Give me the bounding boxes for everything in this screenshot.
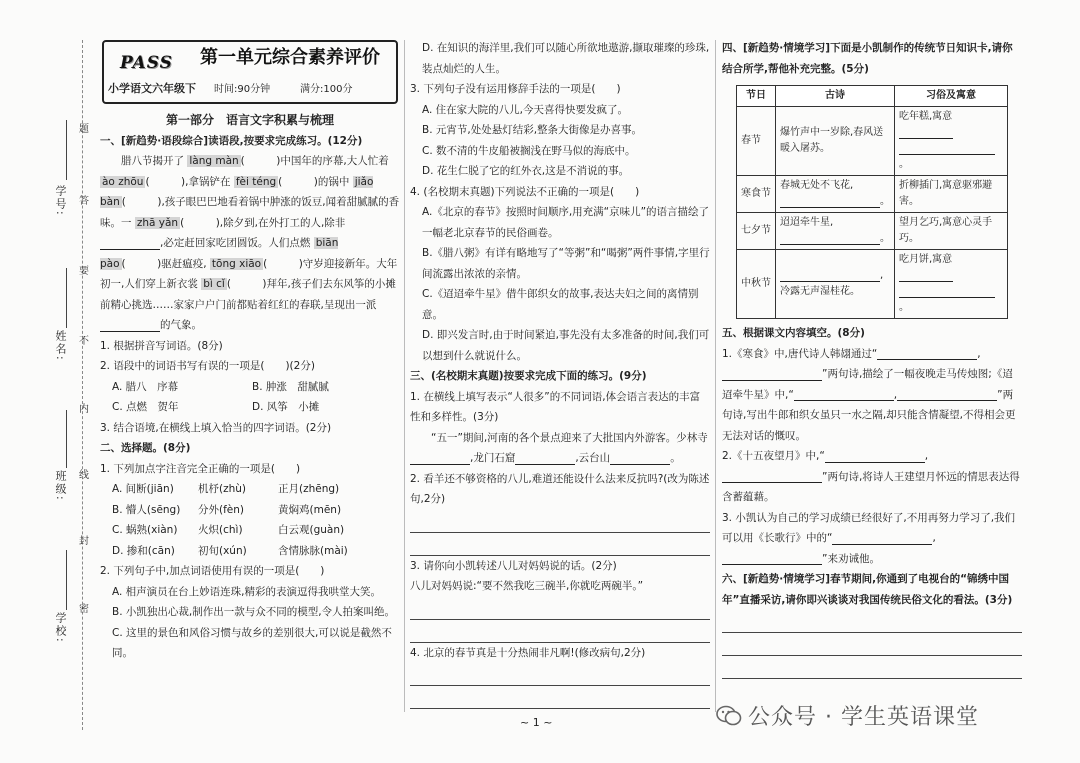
part-title: 第一部分 语言文字积累与梳理 — [165, 113, 334, 127]
option[interactable]: C. 点燃 贺年 — [112, 401, 179, 413]
time-label: 时间:90分钟 — [214, 84, 271, 95]
table-header: 古诗 — [776, 86, 895, 107]
binding-margin — [0, 0, 100, 763]
option[interactable]: C. 这里的景色和风俗习惯与故乡的差别很大,可以说是截然不同。 — [112, 626, 392, 659]
option[interactable]: D. 即兴发言时,由于时间紧迫,事先没有太多准备的时间,我们可以想到什么就说什么。 — [422, 329, 710, 362]
option[interactable]: D. 在知识的海洋里,我们可以随心所欲地遨游,撷取璀璨的珍珠,装点灿烂的人生。 — [422, 42, 710, 75]
quote-text: 八儿对妈妈说:“要不然我吃三碗半,你就吃两碗半。” — [410, 580, 644, 592]
answer-blank[interactable] — [515, 452, 575, 465]
answer-line[interactable] — [410, 533, 710, 556]
answer-blank[interactable] — [897, 388, 997, 401]
table-header: 节日 — [737, 86, 776, 107]
exam-title: 第一单元综合素养评价 — [200, 47, 380, 68]
answer-blank[interactable] — [794, 388, 894, 401]
field-class: 班级: — [54, 470, 67, 502]
answer-line[interactable] — [722, 610, 1022, 633]
option[interactable]: A.《北京的春节》按照时间顺序,用充满“京味儿”的语言描绘了一幅老北京春节的民俗画卷。 — [422, 206, 710, 239]
answer-line[interactable] — [722, 633, 1022, 656]
seal-char: 答 — [79, 196, 89, 207]
option[interactable]: B. 小凯独出心裁,制作出一款与众不同的模型,令人拍案叫绝。 — [112, 606, 396, 618]
answer-blank[interactable] — [899, 126, 953, 139]
grade-label: 小学语文六年级下 — [108, 82, 196, 95]
field-school: 学校: — [54, 612, 67, 644]
table-row: 中秋节 , 冷露无声湿桂花。 吃月饼,寓意 。 — [737, 250, 1008, 319]
question: 1. 根据拼音写词语。(8分) — [100, 339, 223, 352]
answer-blank[interactable] — [832, 532, 932, 545]
answer-blank[interactable] — [899, 269, 953, 282]
column-1 — [100, 38, 400, 664]
answer-blank[interactable] — [722, 470, 822, 483]
question: 1. 下列加点字注音完全正确的一项是( ) — [100, 462, 301, 475]
answer-blank[interactable] — [100, 237, 160, 250]
section-3-title: 三、(名校期末真题)按要求完成下面的练习。(9分) — [410, 370, 647, 382]
table-header: 习俗及寓意 — [895, 86, 1008, 107]
wechat-icon — [716, 705, 742, 727]
table-row: 七夕节 迢迢牵牛星, 。 望月乞巧,寓意心灵手巧。 — [737, 213, 1008, 250]
answer-line[interactable] — [410, 597, 710, 620]
question: 2. 看羊还不够资格的八儿,难道还能设什么法来反抗吗?(改为陈述句,2分) — [410, 472, 710, 505]
column-divider — [404, 40, 405, 712]
fill-question: 1.《寒食》中,唐代诗人韩翃通过“ ,”两句诗,描绘了一幅夜晚走马传烛图;《迢迢牵牛星》中,“ , ”两句诗,写出牛郎和织女虽只一水之隔,却只能含情凝望,不得相会更无法对话的慨叹。 — [722, 347, 1016, 442]
seal-char: 要 — [79, 266, 89, 277]
page-number: ~ 1 ~ — [520, 716, 553, 729]
fill-question: 2.《十五夜望月》中,“ ,”两句诗,将诗人王建望月怀远的情思表达得含蓄蕴藉。 — [722, 450, 1020, 503]
seal-char: 题 — [79, 124, 89, 135]
option[interactable]: A. 相声演员在台上妙语连珠,精彩的表演逗得我哄堂大笑。 — [112, 585, 382, 598]
seal-char: 不 — [79, 336, 89, 347]
option[interactable]: B. 元宵节,处处悬灯结彩,整条大街像是办喜事。 — [422, 124, 643, 136]
section-6-title: 六、[新趋势·情境学习]春节期间,你通到了电视台的“锦绣中国年”直播采访,请你即兴谈谈对我国传统民俗文化的看法。(3分) — [722, 573, 1013, 606]
answer-blank[interactable] — [877, 347, 977, 360]
question: 3. 请你向小凯转述八儿对妈妈说的话。(2分) — [410, 559, 617, 572]
question: 1. 在横线上填写表示“人很多”的不同词语,体会语言表达的丰富性和多样性。(3分) — [410, 390, 701, 423]
seal-char: 密 — [79, 604, 89, 615]
option[interactable]: C. 数不清的牛皮船被搁浅在野马似的海底中。 — [422, 144, 636, 157]
fill-question: 3. 小凯认为自己的学习成绩已经很好了,不用再努力学习了,我们可以用《长歌行》中的“ ,”来劝诫他。 — [722, 511, 1016, 565]
column-3 — [722, 38, 1022, 679]
answer-blank[interactable] — [825, 450, 925, 463]
seal-char: 线 — [79, 470, 89, 481]
question: 3. 下列句子没有运用修辞手法的一项是( ) — [410, 83, 621, 95]
option[interactable]: A. 住在家大院的八儿,今天喜得快要发疯了。 — [422, 103, 629, 116]
reading-passage: 腊八节揭开了 làng màn ( )中国年的序幕,大人忙着 ào zhōu ( ),拿锅铲在 fèi téng ( )的锅中 jiǎo bàn ( ),孩子眼巴巴地看着锅中肿涨的饭豆,闻着甜腻腻的香味。一 zhā yǎn ( ),除夕到,在外打工的人,除非,必定赶回家吃团圆饭。人们点燃 biān pào ( )驱赶瘟疫, tōng xiāo ( )守岁迎接新年。大年初一,人们穿上新衣裳 bì cǐ ( )拜年,孩子们去东风筝的小摊前精心挑选……家家户户门前都贴着红红的春联,呈现出一派的气象。 — [100, 155, 400, 331]
question: 4. (名校期末真题)下列说法不正确的一项是( ) — [410, 185, 640, 198]
answer-line[interactable] — [410, 686, 710, 709]
answer-blank[interactable] — [780, 269, 880, 282]
table-row: 寒食节 春城无处不飞花, 。 折柳插门,寓意驱邪避害。 — [737, 176, 1008, 213]
seal-char: 内 — [79, 404, 89, 415]
options — [100, 377, 400, 418]
section-4-title: 四、[新趋势·情境学习]下面是小凯制作的传统节日知识卡,请你结合所学,帮他补充完整。(5分) — [722, 42, 1013, 75]
answer-line[interactable] — [410, 510, 710, 533]
answer-blank[interactable] — [610, 452, 670, 465]
question: 2. 下列句子中,加点词语使用有误的一项是( ) — [100, 565, 325, 577]
answer-line[interactable] — [410, 620, 710, 643]
answer-line[interactable] — [722, 656, 1022, 679]
option[interactable]: D. 花生仁脱了它的红外衣,这是不消说的事。 — [422, 165, 630, 177]
answer-blank[interactable] — [100, 319, 160, 332]
question: 3. 结合语境,在横线上填入恰当的四字词语。(2分) — [100, 421, 332, 434]
answer-blank[interactable] — [899, 285, 995, 298]
options: A. 间断(jiān) 机杼(zhù) 正月(zhēng) B. 懵人(sēng) 分外(fèn) 黄焖鸡(mēn) C. 蜗熟(xiàn) 火炽(chì) 白云观(guàn) D. 掺和(cān) 初旬(xún) 含情脉脉(mài) — [112, 483, 348, 557]
answer-blank[interactable] — [722, 368, 822, 381]
question: 2. 语段中的词语书写有误的一项是( )(2分) — [100, 360, 315, 372]
answer-blank[interactable] — [410, 452, 470, 465]
fill-passage: “五一”期间,河南的各个景点迎来了大批国内外游客。少林寺,龙门石窟 ,云台山 。 — [410, 428, 710, 469]
option[interactable]: C.《迢迢牵牛星》借牛郎织女的故事,表达夫妇之间的离情别意。 — [422, 288, 699, 321]
question: 4. 北京的春节真是十分热闹非凡啊!(修改病句,2分) — [410, 646, 646, 659]
option[interactable]: B. 肿涨 甜腻腻 — [252, 380, 329, 393]
answer-blank[interactable] — [722, 552, 822, 565]
exam-header — [102, 40, 398, 104]
column-divider — [715, 40, 716, 712]
option[interactable]: B.《腊八粥》有详有略地写了“等粥”和“喝粥”两件事情,字里行间流露出浓浓的亲情。 — [422, 247, 710, 280]
section-1-title: 一、[新趋势·语段综合]读语段,按要求完成练习。(12分) — [100, 134, 363, 147]
pass-logo: PASS — [120, 53, 173, 73]
seal-char: 封 — [79, 536, 89, 547]
score-label: 满分:100分 — [300, 84, 353, 95]
field-name: 姓名: — [54, 330, 67, 362]
answer-blank[interactable] — [899, 142, 995, 155]
festival-table — [736, 85, 1008, 319]
answer-blank[interactable] — [780, 232, 880, 245]
seal-line — [82, 40, 83, 730]
section-2-title: 二、选择题。(8分) — [100, 442, 191, 454]
answer-line[interactable] — [410, 663, 710, 686]
field-student-number: 学号: — [54, 185, 67, 217]
option[interactable]: A. 腊八 序幕 — [112, 380, 179, 393]
column-2 — [410, 38, 710, 709]
section-5-title: 五、根据课文内容填空。(8分) — [722, 327, 865, 339]
answer-blank[interactable] — [780, 195, 880, 208]
watermark: 公众号 · 学生英语课堂 — [716, 700, 979, 731]
table-row: 春节 爆竹声中一岁除,春风送暖入屠苏。 吃年糕,寓意 。 — [737, 107, 1008, 176]
option[interactable]: D. 风筝 小摊 — [252, 401, 320, 413]
